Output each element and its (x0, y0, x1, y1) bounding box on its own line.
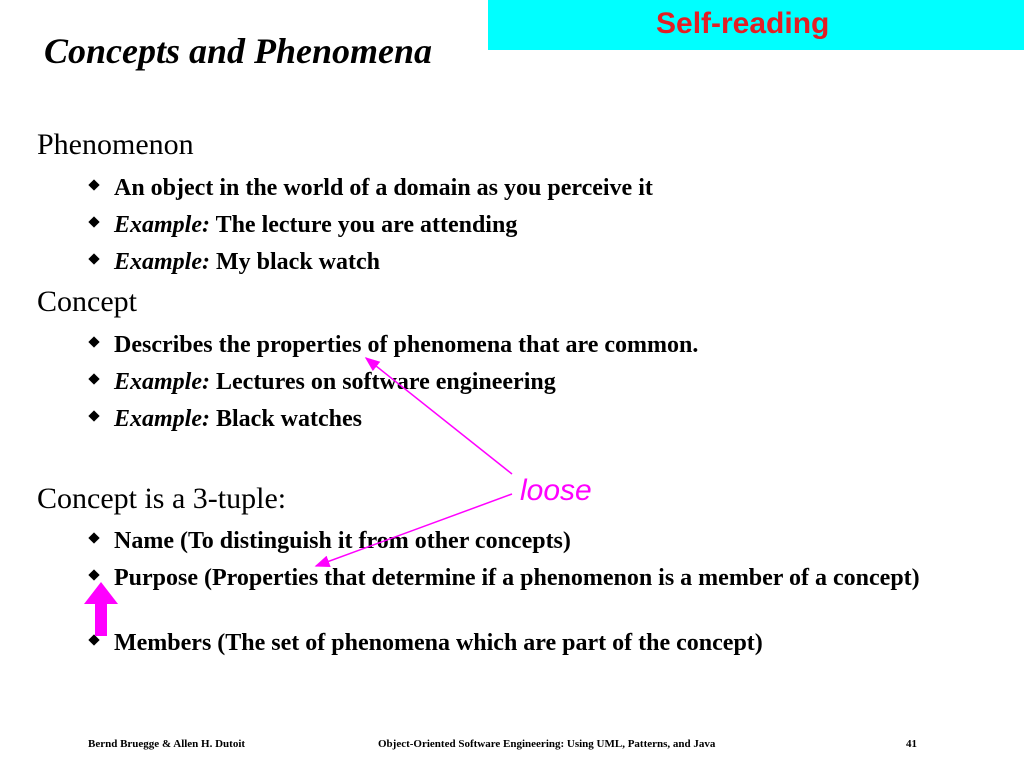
bullet-text: Name (To distinguish it from other concepts) (114, 528, 571, 554)
bullet-text: My black watch (210, 249, 380, 275)
slide-title: Concepts and Phenomena (44, 31, 433, 71)
section-heading-phenomenon: Phenomenon (37, 128, 194, 161)
bullet-text: The lecture you are attending (210, 212, 518, 238)
footer-authors: Bernd Bruegge & Allen H. Dutoit (88, 738, 246, 750)
pink-up-arrow-icon (84, 582, 118, 636)
bullet-text: Purpose (Properties that determine if a phenomenon is a member of a concept) (114, 565, 920, 591)
section-heading-concept: Concept (37, 285, 137, 318)
bullet-text: Members (The set of phenomena which are part of the concept) (114, 630, 763, 656)
bullet-text: Describes the properties of phenomena that are common. (114, 332, 699, 358)
bullet-prefix: Example: (114, 406, 210, 432)
section-heading-concept-tuple: Concept is a 3-tuple: (37, 482, 287, 515)
footer-page-number: 41 (906, 738, 917, 750)
bullet-text: An object in the world of a domain as you perceive it (114, 175, 653, 201)
arrow-to-name-icon (316, 494, 512, 566)
annotation-loose-label: loose (520, 474, 592, 507)
bullet-prefix: Example: (114, 369, 210, 395)
arrow-to-concept-icon (366, 358, 512, 474)
footer-book-title: Object-Oriented Software Engineering: Using UML, Patterns, and Java (378, 738, 716, 750)
bullet-text: Black watches (210, 406, 362, 432)
bullet-prefix: Example: (114, 212, 210, 238)
badge-label: Self-reading (656, 7, 830, 40)
bullet-text: Lectures on software engineering (210, 369, 556, 395)
bullet-prefix: Example: (114, 249, 210, 275)
